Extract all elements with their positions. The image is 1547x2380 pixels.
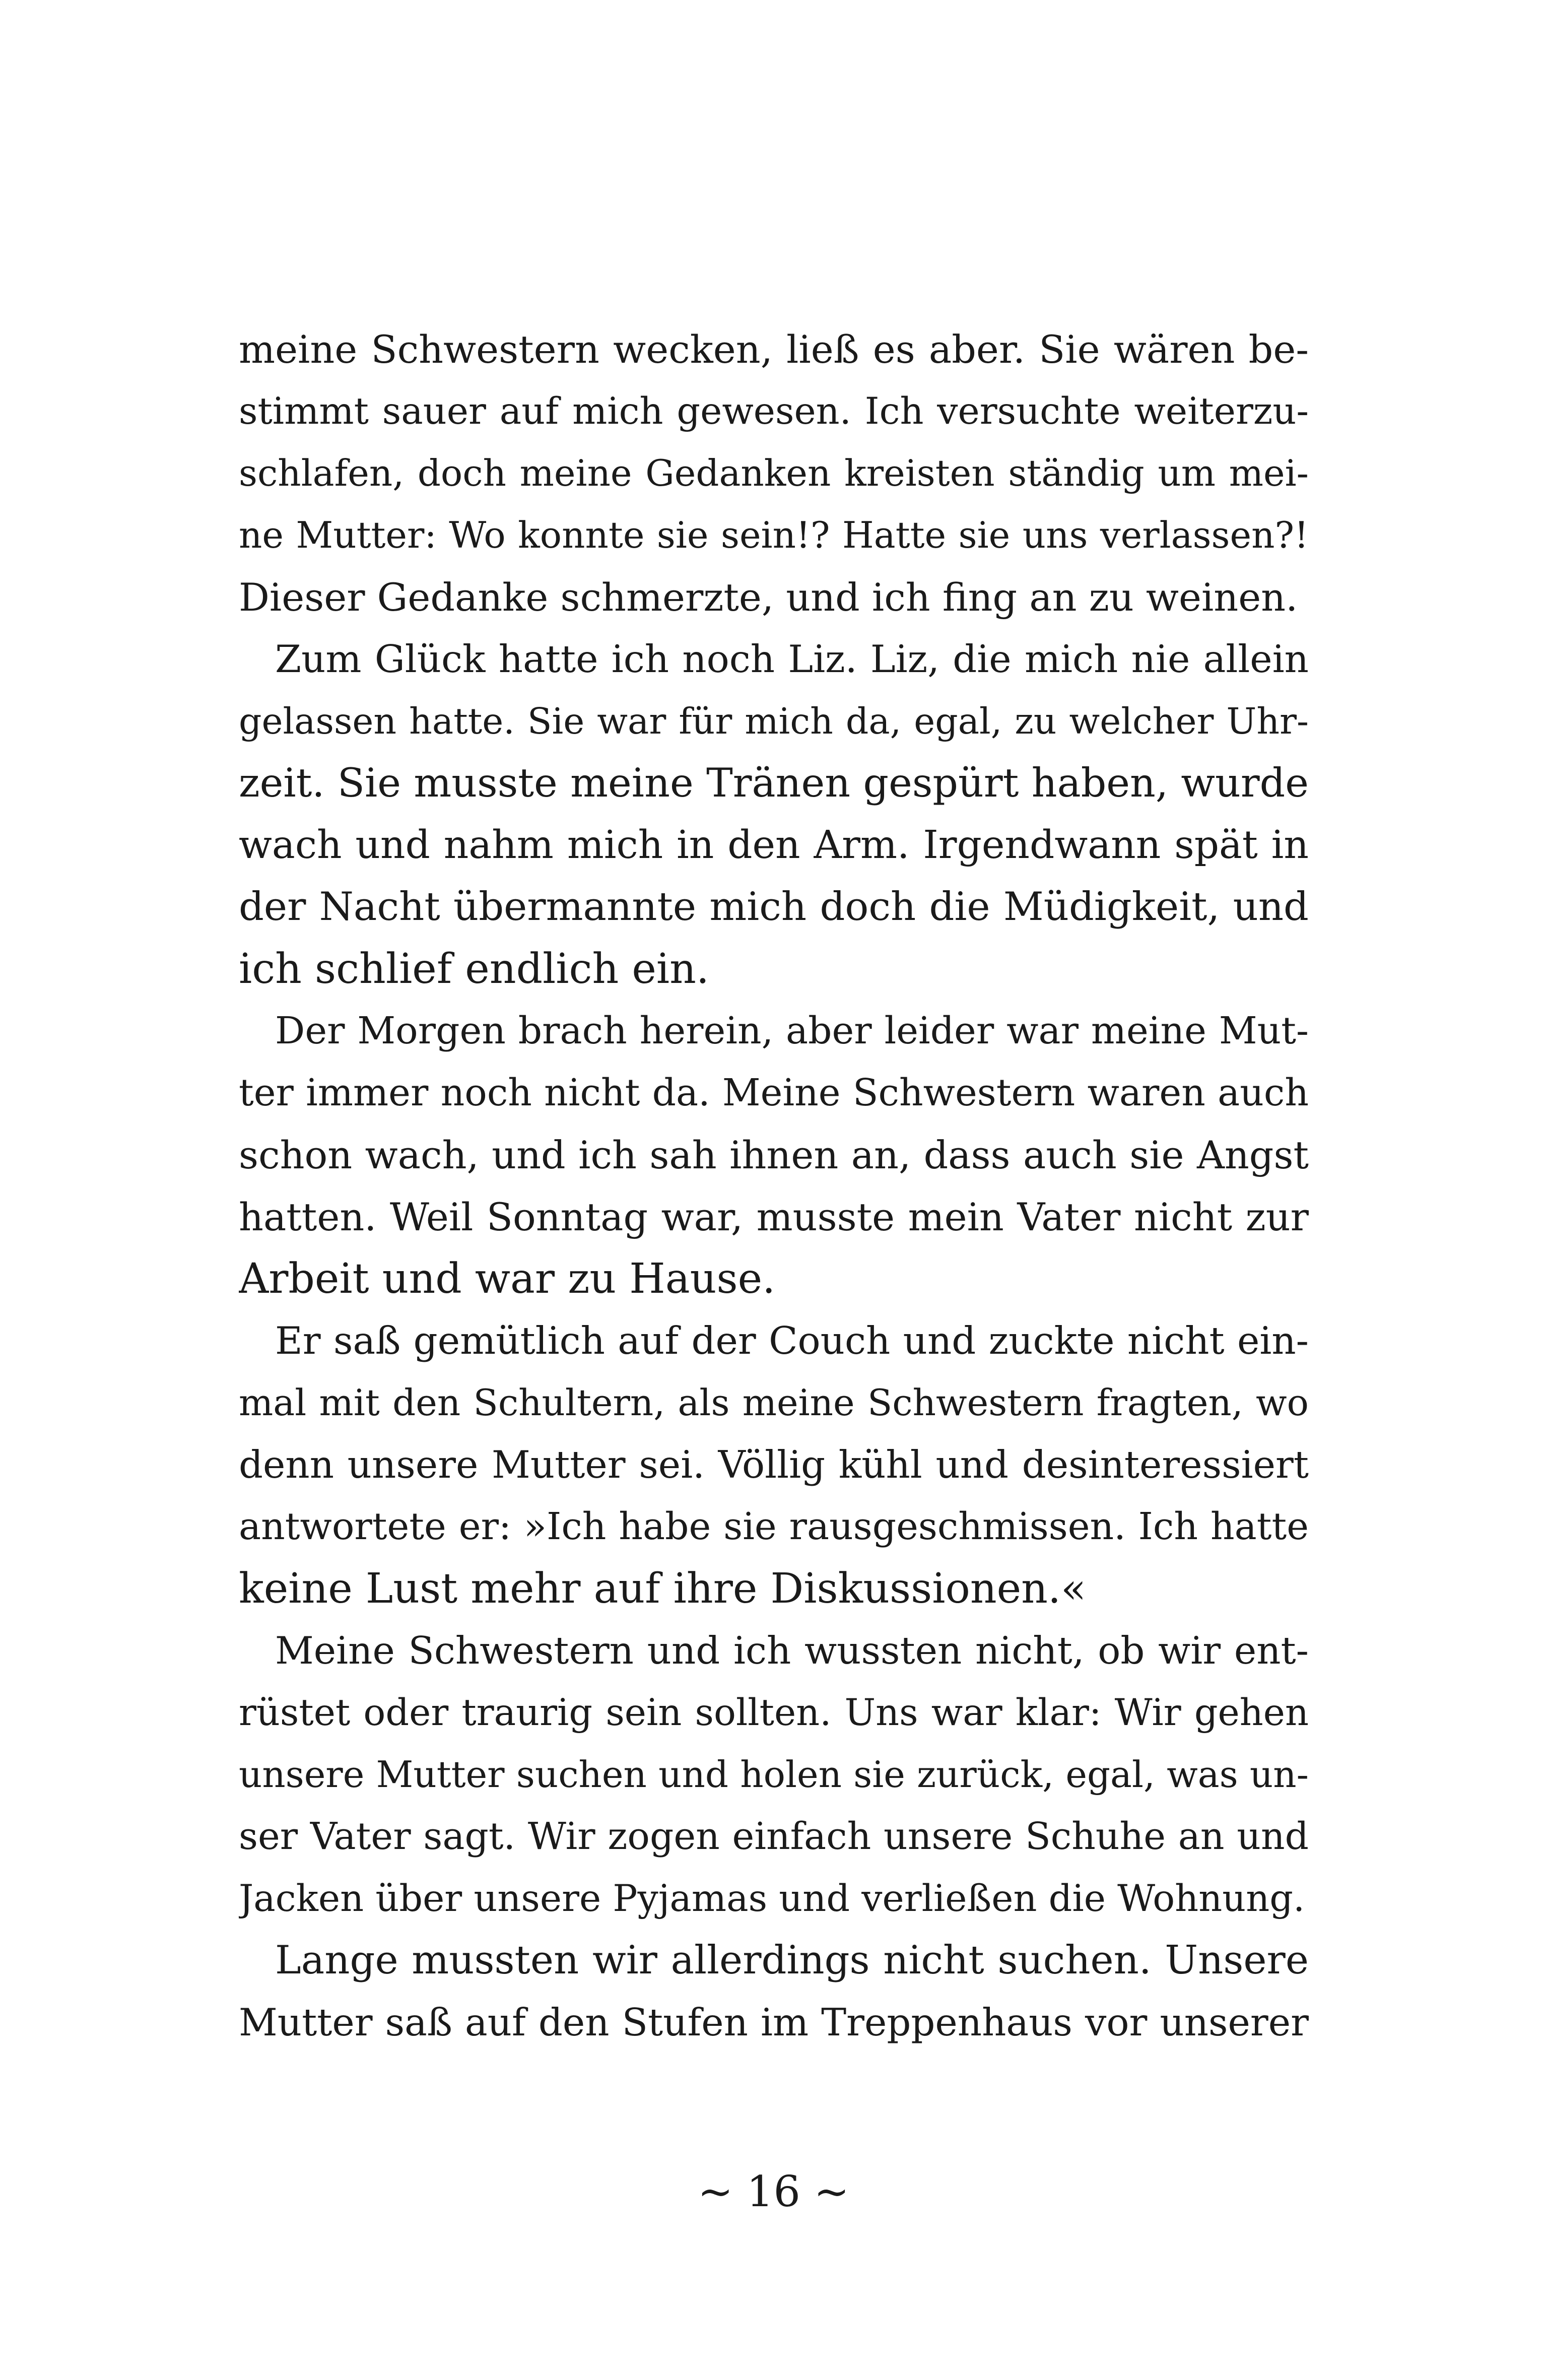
text-line: Der Morgen brach herein, aber leider war meine Mut- (275, 1009, 1309, 1052)
text-line: denn unsere Mutter sei. Völlig kühl und desinteressiert (239, 1442, 1309, 1487)
text-line: meine Schwestern wecken, ließ es aber. Sie wären be- (239, 327, 1309, 372)
text-line: Meine Schwestern und ich wussten nicht, ob wir ent- (275, 1628, 1309, 1673)
text-line: Lange mussten wir allerdings nicht suchen. Unsere (275, 1938, 1309, 1983)
text-line: Er saß gemütlich auf der Couch und zuckte nicht ein- (275, 1318, 1309, 1363)
text-line: ich schlief endlich ein. (239, 945, 709, 993)
text-line: ne Mutter: Wo konnte sie sein!? Hatte sie uns verlassen?! (239, 514, 1309, 556)
text-line: ser Vater sagt. Wir zogen einfach unsere Schuhe an und (239, 1815, 1309, 1858)
text-line: Arbeit und war zu Hause. (239, 1255, 776, 1303)
text-line: Zum Glück hatte ich noch Liz. Liz, die mich nie allein (275, 637, 1309, 681)
text-line: unsere Mutter suchen und holen sie zurück, egal, was un- (239, 1753, 1309, 1796)
text-line: ter immer noch nicht da. Meine Schwestern waren auch (239, 1071, 1309, 1114)
body-text (239, 318, 1309, 2054)
text-line: antwortete er: »Ich habe sie rausgeschmissen. Ich hatte (239, 1505, 1309, 1548)
text-line: stimmt sauer auf mich gewesen. Ich versuchte weiterzu- (239, 390, 1309, 433)
text-line: schlafen, doch meine Gedanken kreisten ständig um mei- (239, 452, 1309, 494)
text-line: Jacken über unsere Pyjamas und verließen die Wohnung. (239, 1877, 1305, 1920)
text-line: keine Lust mehr auf ihre Diskussionen.« (239, 1565, 1087, 1613)
text-line: wach und nahm mich in den Arm. Irgendwann spät in (239, 823, 1309, 868)
page-number: ~ 16 ~ (697, 2167, 850, 2216)
text-line: rüstet oder traurig sein sollten. Uns war klar: Wir gehen (239, 1691, 1309, 1734)
text-line: der Nacht übermannte mich doch die Müdigkeit, und (239, 884, 1309, 930)
text-line: Mutter saß auf den Stufen im Treppenhaus vor unserer (239, 2000, 1309, 2044)
text-line: gelassen hatte. Sie war für mich da, egal, zu welcher Uhr- (239, 700, 1309, 742)
text-line: hatten. Weil Sonntag war, musste mein Vater nicht zur (239, 1195, 1309, 1239)
text-line: schon wach, und ich sah ihnen an, dass auch sie Angst (239, 1133, 1309, 1177)
text-line: mal mit den Schultern, als meine Schwestern fragten, wo (239, 1381, 1309, 1424)
text-line: zeit. Sie musste meine Tränen gespürt haben, wurde (239, 760, 1309, 806)
text-line: Dieser Gedanke schmerzte, und ich fing an zu weinen. (239, 575, 1298, 620)
